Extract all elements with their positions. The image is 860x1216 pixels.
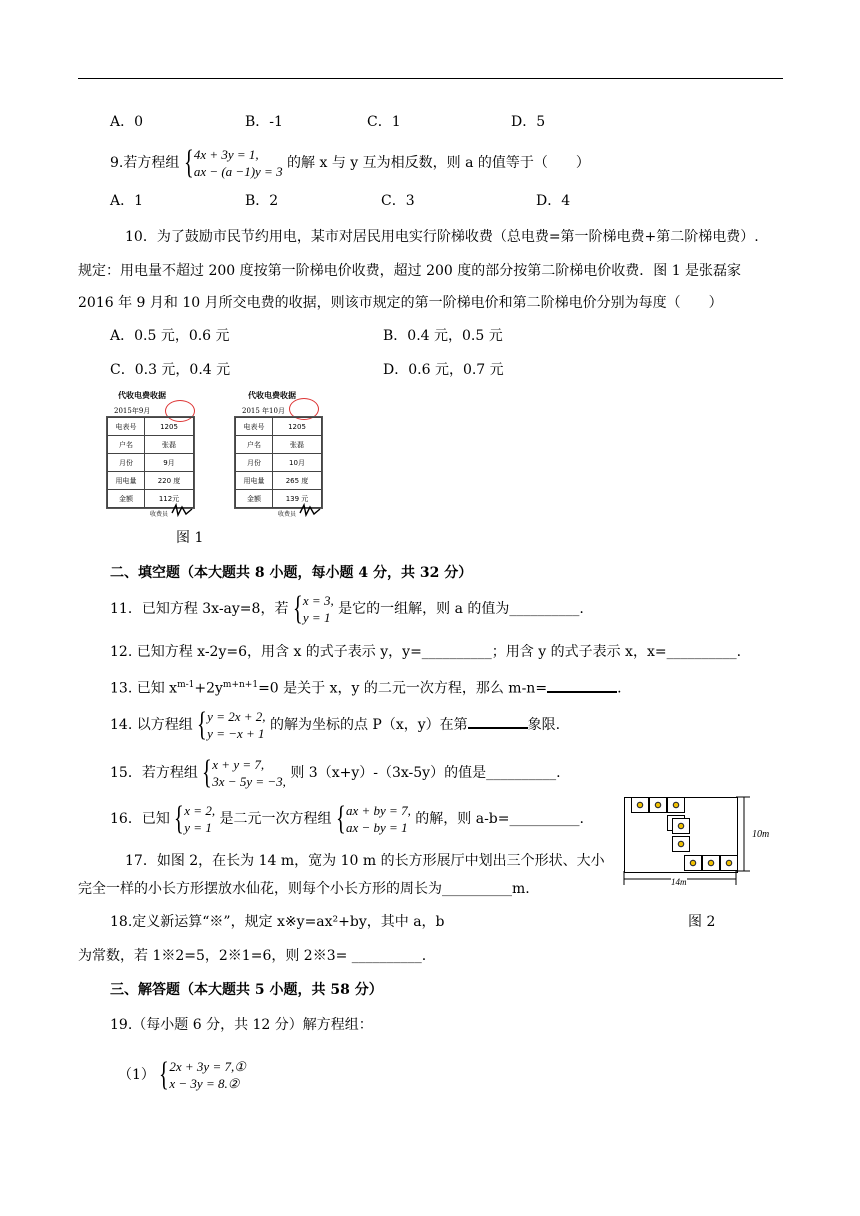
q15-equation-system: { x + y = 7, 3x − 5y = −3, [202,754,286,791]
q8-option-c: C．1 [367,114,401,130]
r2-value-1: 张磊 [273,436,322,454]
r1-label-3: 用电量 [108,472,145,490]
r1-value-3: 220 度 [145,472,194,490]
question-19-part-1 [118,1058,246,1092]
q17-line1: 17．如图 2，在长为 14 m，宽为 10 m 的长方形展厅中划出三个形状、大小 [125,853,605,869]
r1-value-1: 张磊 [145,436,194,454]
q16-equation-system: { ax + by = 7, ax − by = 1 [335,800,411,837]
q11-eq1: x = 3, [302,593,334,608]
receipt-2-signature [298,503,322,517]
question-16 [110,802,584,836]
receipt-1-table [106,416,195,509]
q9-option-b: B．2 [245,193,279,209]
q19-eq1: 2x + 3y = 7,① [169,1059,246,1074]
q16-eq2: y = 1 [184,820,212,835]
q11-equation-system: { x = 3, y = 1 [292,590,334,627]
r1-value-0: 1205 [145,418,194,436]
receipt-2-date: 2015 年10月 [242,407,285,415]
q19-equation-system: { 2x + 3y = 7,① x − 3y = 8.② [159,1056,246,1093]
q13-part-b: +2y [194,680,223,697]
q10-option-b: B．0.4 元，0.5 元 [383,328,503,344]
q9-suffix: 的解 x 与 y 互为相反数，则 a 的值等于（ ） [287,155,590,171]
q13-sup2: m+n+1 [222,680,259,690]
figure-2-width-label: 14m [671,873,687,891]
q19-eq2: x − 3y = 8.② [169,1076,240,1091]
q13-sup1: m-1 [177,680,195,690]
q15-suffix: 则 3（x+y）-（3x-5y）的值是__________. [290,765,561,781]
r2-label-4: 金额 [236,490,273,508]
flower-tile [649,797,667,813]
r1-value-2: 9月 [145,454,194,472]
q14-eq1: y = 2x + 2, [207,709,266,724]
r1-value-4: 112元 [145,490,194,508]
q11-suffix: 是它的一组解，则 a 的值为__________. [338,601,584,617]
header-rule [78,78,783,79]
q9-option-d: D．4 [536,193,571,209]
q15-eq1: x + y = 7, [212,757,265,772]
q9-option-a: A．1 [110,193,144,209]
q11-eq2: y = 1 [302,610,331,625]
q16-mid: 是二元一次方程组 [219,811,332,827]
q10-line1: 10．为了鼓励市民节约用电，某市对居民用电实行阶梯收费（总电费=第一阶梯电费+第二阶梯电费）. [125,229,759,245]
q13-part-d: . [617,680,622,697]
q13-part-c: =0 是关于 x，y 的二元一次方程，那么 m-n= [258,680,548,697]
q10-option-a: A．0.5 元，0.6 元 [110,328,230,344]
question-11 [110,592,584,626]
q11-prefix: 11．已知方程 3x-ay=8，若 [110,601,289,617]
q9-option-c: C．3 [381,193,415,209]
r2-label-1: 户名 [236,436,273,454]
question-15 [110,756,561,790]
q10-option-c: C．0.3 元，0.4 元 [110,362,231,378]
q16-suffix: 的解，则 a-b=__________. [415,811,584,827]
question-13 [110,676,622,698]
question-14 [110,708,560,742]
q8-option-b: B．-1 [245,114,283,130]
r1-label-0: 电表号 [108,418,145,436]
receipt-1-date: 2015年9月 [114,407,151,415]
flower-tile [702,855,720,871]
q10-option-d: D．0.6 元，0.7 元 [383,362,504,378]
receipt-1-signature [170,503,194,517]
r2-value-3: 265 度 [273,472,322,490]
r2-label-3: 用电量 [236,472,273,490]
flower-tile [672,818,690,834]
q14-blank [468,714,528,729]
figure-2-height-label: 10m [752,829,770,840]
q14-eq2: y = −x + 1 [207,726,265,741]
figure-1-caption: 图 1 [176,530,204,546]
q8-option-d: D．5 [511,114,546,130]
q9-eq1: 4x + 3y = 1, [193,147,259,162]
q8-option-a: A．0 [110,114,144,130]
receipt-1-collector: 收费员 [150,511,169,518]
r2-value-0: 1205 [273,418,322,436]
flower-tile [631,797,649,813]
question-12: 12. 已知方程 x-2y=6，用含 x 的式子表示 y，y=__________；用含 y 的式子表示 x，x=__________. [110,644,742,660]
q18-line2: 为常数，若 1※2=5，2※1=6，则 2※3= __________. [78,948,427,964]
q14-equation-system: { y = 2x + 2, y = −x + 1 [197,706,266,743]
r1-label-4: 金额 [108,490,145,508]
q16-prefix: 16．已知 [110,811,170,827]
flower-tile [667,797,685,813]
section-2-heading: 二、填空题（本大题共 8 小题，每小题 4 分，共 32 分） [110,565,473,581]
q16-eq4: ax − by = 1 [345,820,408,835]
flower-tile [684,855,702,871]
q16-given-system: { x = 2, y = 1 [174,800,216,837]
receipt-2-table [234,416,323,509]
q18-line1: 18.定义新运算“※”，规定 x※y=ax²+by，其中 a，b [110,914,445,930]
q10-line3: 2016 年 9 月和 10 月所交电费的收据，则该市规定的第一阶梯电价和第二阶梯电价分别为每度（ ） [78,295,723,311]
q15-prefix: 15．若方程组 [110,765,198,781]
q9-equation-system: { 4x + 3y = 1, ax − (a −1)y = 3 [183,144,283,181]
q16-eq3: ax + by = 7, [345,803,411,818]
q15-eq2: 3x − 5y = −3, [212,774,286,789]
receipt-2-collector: 收费员 [278,511,297,518]
receipt-1-title: 代收电费收据 [118,390,166,400]
section-3-heading: 三、解答题（本大题共 5 小题，共 58 分） [110,982,383,998]
q13-blank [547,678,617,693]
q10-line2: 规定：用电量不超过 200 度按第一阶梯电价收费，超过 200 度的部分按第二阶梯电价收费．图 1 是张磊家 [78,263,742,279]
q14-mid: 的解为坐标的点 P（x，y）在第 [269,717,468,733]
q14-suffix: 象限. [527,717,561,733]
question-9 [110,146,590,180]
q19-part-label: （1） [118,1067,155,1083]
flower-tile [672,836,690,852]
r2-value-4: 139 元 [273,490,322,508]
r1-label-2: 月份 [108,454,145,472]
receipt-2-title: 代收电费收据 [248,390,296,400]
r1-label-1: 户名 [108,436,145,454]
q19-text: 19.（每小题 6 分，共 12 分）解方程组： [110,1017,373,1033]
q9-prefix: 9.若方程组 [110,155,180,171]
q14-prefix: 14. 以方程组 [110,717,193,733]
r2-value-2: 10月 [273,454,322,472]
q17-line2: 完全一样的小长方形摆放水仙花，则每个小长方形的周长为__________m. [78,881,530,897]
q13-part-a: 13. 已知 x [110,680,178,697]
figure-2-caption: 图 2 [688,914,716,930]
r2-label-2: 月份 [236,454,273,472]
q16-eq1: x = 2, [184,803,216,818]
r2-label-0: 电表号 [236,418,273,436]
q9-eq2: ax − (a −1)y = 3 [193,164,283,179]
